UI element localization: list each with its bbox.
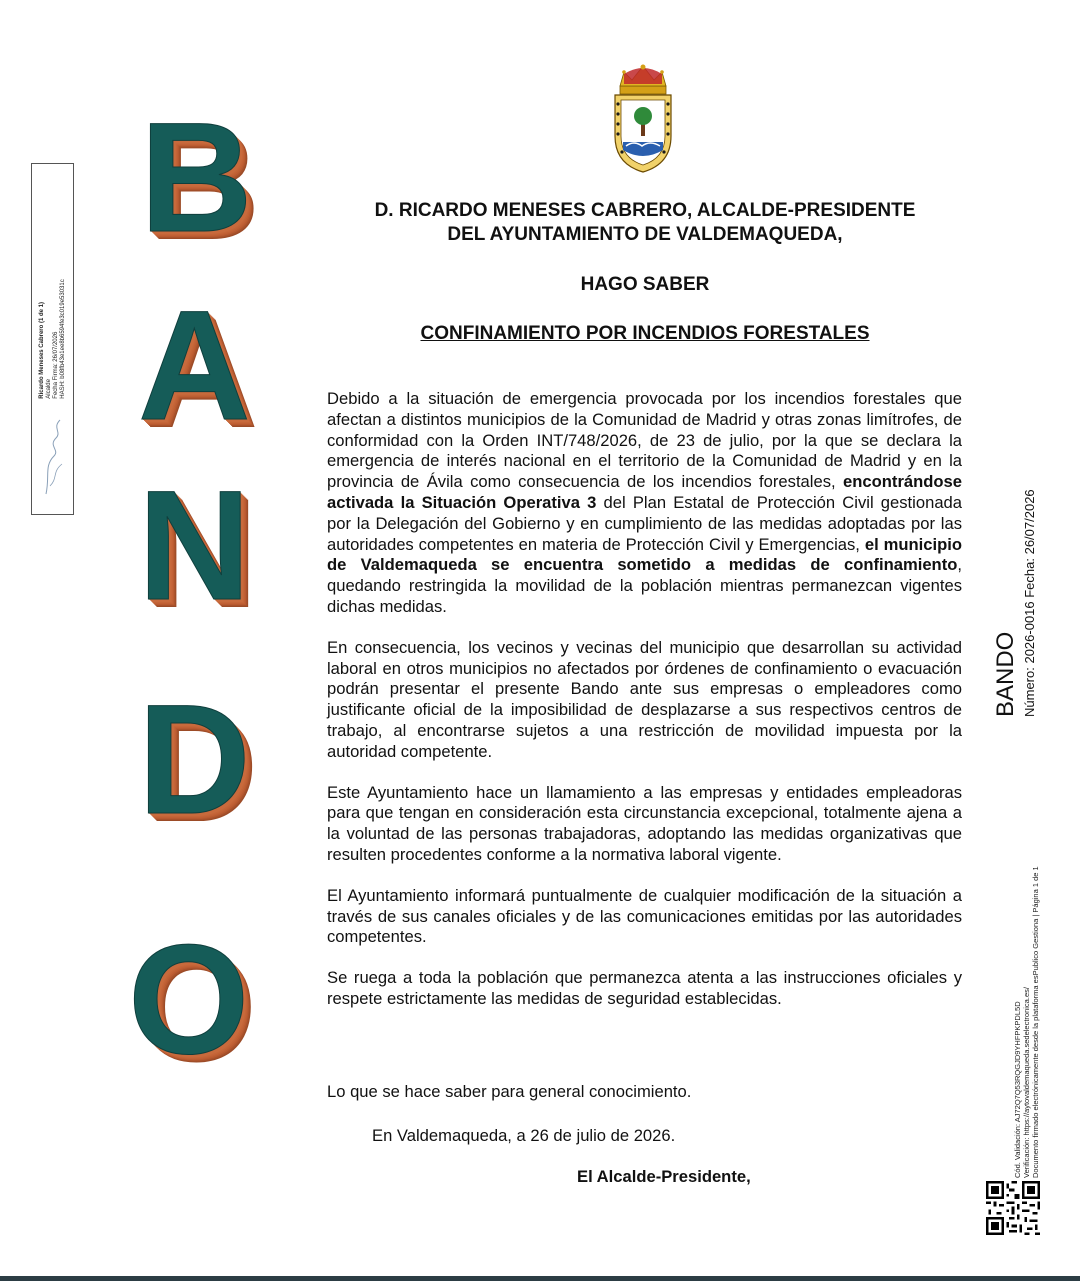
subject-heading: CONFINAMIENTO POR INCENDIOS FORESTALES <box>420 323 870 344</box>
paragraph-4: El Ayuntamiento informará puntualmente de cualquier modificación de la situación a través de sus canales oficiales y de las comunicaciones emitidas por las autoridades competentes. <box>327 885 962 947</box>
banner-letter-b: B <box>140 91 253 265</box>
title-line-2: DEL AYUNTAMIENTO DE VALDEMAQUEDA, <box>447 224 843 245</box>
handwritten-signature <box>40 416 68 496</box>
closing-line: Lo que se hace saber para general conocimiento. <box>327 1082 692 1101</box>
p1-text-c: del Plan Estatal de Protección Civil gestionada por la Delegación del Gobierno y en cumplimiento de las medidas adoptadas por las autoridades competentes en materia de Protección Civil y Emergencias, <box>327 492 963 554</box>
p1-bold-confinamiento: el municipio de Valdemaqueda se encuentra sometido a medidas de confinamiento <box>327 534 962 575</box>
paragraph-5: Se ruega a toda la población que permanezca atenta a las instrucciones oficiales y respete estrictamente las medidas de seguridad establecidas. <box>327 968 962 1008</box>
signer-title: El Alcalde-Presidente, <box>577 1167 751 1186</box>
signer-name: Ricardo Meneses Cabrero (1 de 1) <box>38 302 45 399</box>
signature-date: Fecha Firma: 26/07/2026 <box>52 331 59 399</box>
footer-bar <box>0 1276 1080 1281</box>
municipal-crest <box>610 64 676 174</box>
paragraph-2: En consecuencia, los vecinos y vecinas del municipio que desarrollan su actividad laboral en otros municipios no afectados por órdenes de confinamiento o evacuación podrán presentar el presente Bando ante sus empresas o empleadores como justificante oficial de la imposibilidad de desplazarse a sus respectivos centros de trabajo, al encontrarse sujetos a una restricción de movilidad impuesta por la autoridad competente. <box>327 637 962 761</box>
p1-text-e: , quedando restringida la movilidad de la población mientras permanezcan vigentes dichas medidas. <box>327 555 962 616</box>
margin-validation-code: Cód. Validación: AJ72Q7Q53RQGJD9YHFPKPDL5D <box>1013 1001 1022 1178</box>
p1-text-a: Debido a la situación de emergencia provocada por los incendios forestales que afectan a distintos municipios de la Comunidad de Madrid y otras zonas limítrofes, de conformidad con la Orden INT/748/2026, de 23 de julio, por la que se declara la emergencia de interés nacional en el territorio de la Comunidad de Madrid y en la provincia de Ávila como consecuencia de los incendios forestales, <box>327 389 962 492</box>
banner-letter-d: D <box>138 673 251 847</box>
signature-hash: HASH: b08fb43e1ee8b6594fe3c019e53031c <box>59 279 66 399</box>
qr-code <box>986 1181 1040 1235</box>
banner-letter-n: N <box>138 459 251 633</box>
signature-box <box>31 163 74 515</box>
p1-bold-situacion: encontrándose activada la Situación Operativa 3 <box>327 472 962 512</box>
document-title <box>320 199 970 247</box>
paragraph-1 <box>327 389 962 618</box>
document-body <box>327 389 962 1030</box>
signer-role: Alcalde <box>45 379 52 399</box>
paragraph-3: Este Ayuntamiento hace un llamamiento a las empresas y entidades empleadoras para que tengan en consideración esta circunstancia excepcional, totalmente ajena a la voluntad de las personas trabajadoras, adoptando las medidas organizativas que resulten procedentes conforme a la normativa laboral vigente. <box>327 782 962 864</box>
banner-letter-o: O <box>128 913 250 1087</box>
banner-letter-a: A <box>138 279 251 453</box>
margin-doc-type: BANDO <box>992 631 1019 717</box>
margin-signed-notice: Documento firmado electrónicamente desde la plataforma esPublico Gestiona | Página 1 de 1 <box>1031 866 1040 1178</box>
place-date-line: En Valdemaqueda, a 26 de julio de 2026. <box>372 1126 676 1145</box>
title-line-1: D. RICARDO MENESES CABRERO, ALCALDE-PRESIDENTE <box>374 200 916 221</box>
hago-saber-heading: HAGO SABER <box>580 274 710 295</box>
signature-details <box>39 279 67 398</box>
margin-verification-url: Verificación: https://aytovaldemaqueda.sedelectronica.es/ <box>1022 987 1031 1178</box>
margin-number-date: Número: 2026-0016 Fecha: 26/07/2026 <box>1022 489 1037 717</box>
